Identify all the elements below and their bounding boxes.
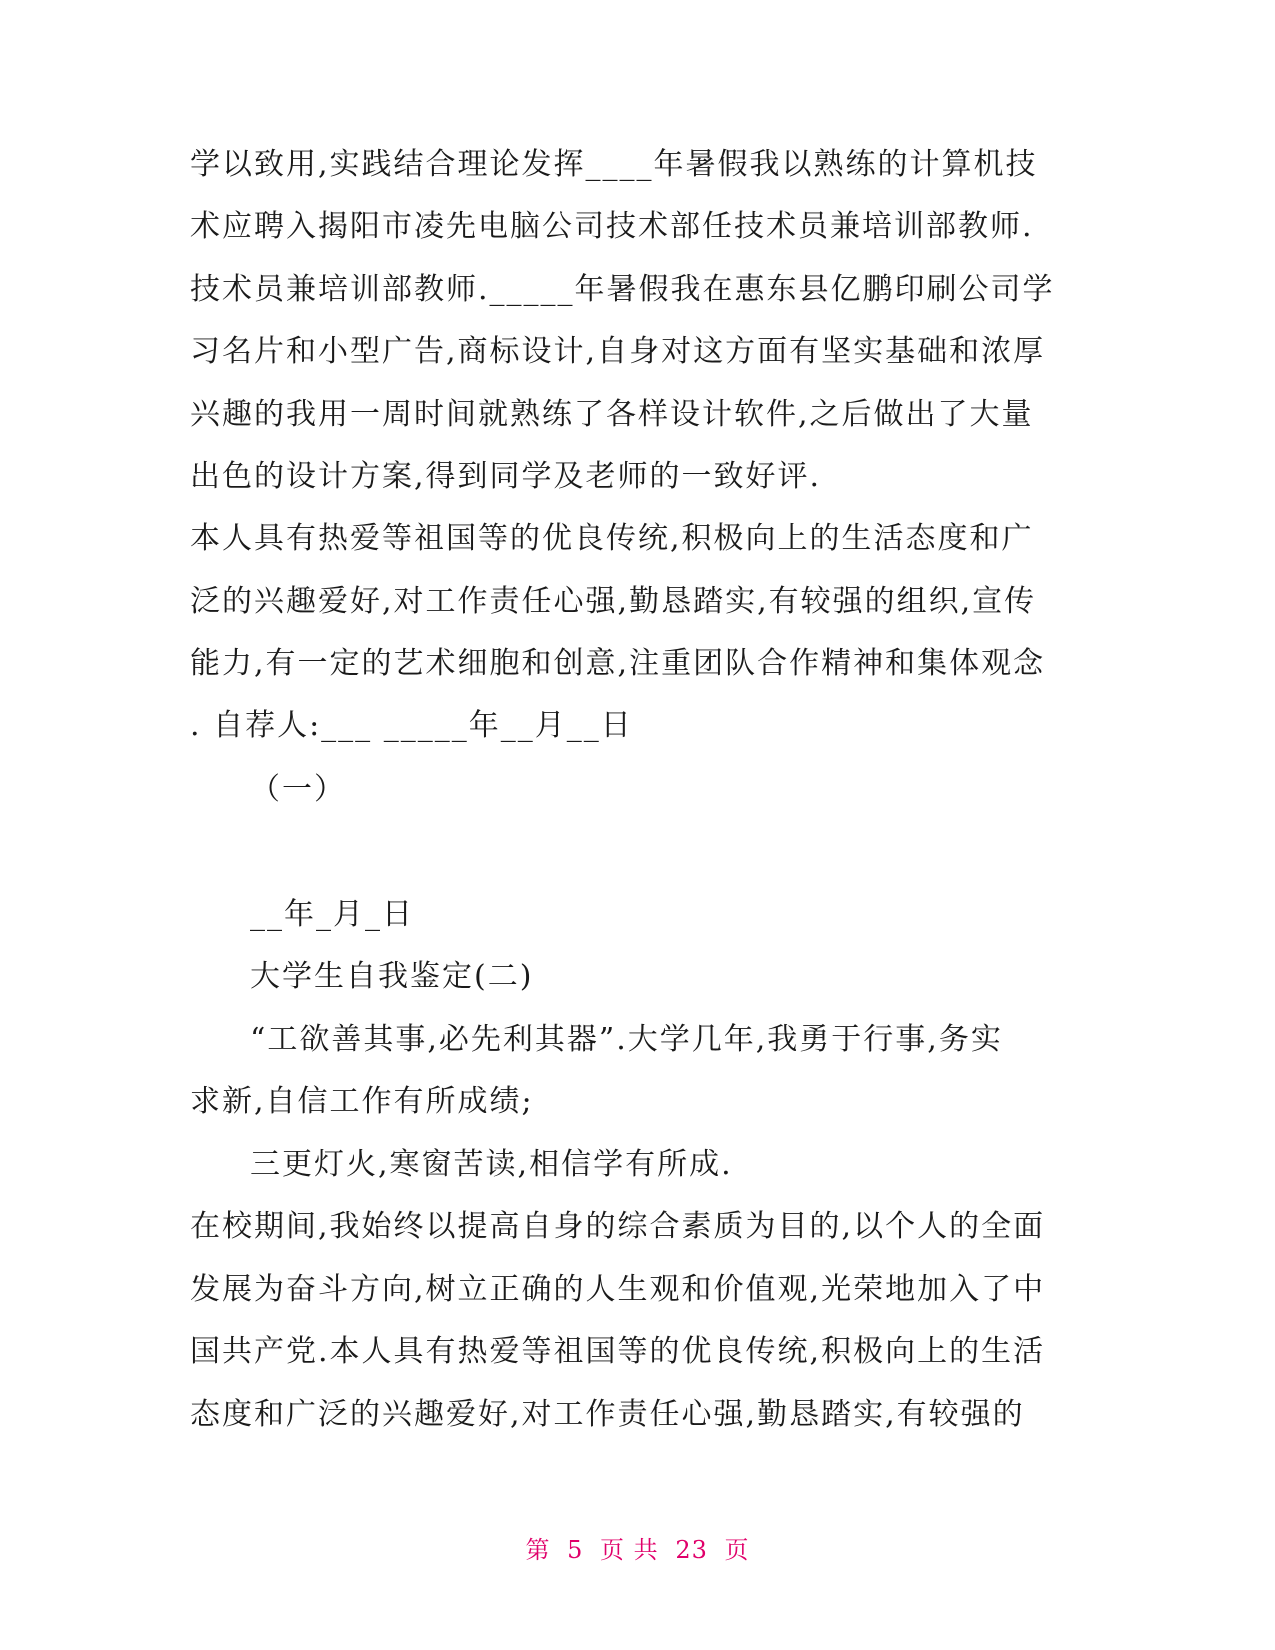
- body-line: 三更灯火,寒窗苦读,相信学有所成.: [250, 1147, 733, 1182]
- body-line: 能力,有一定的艺术细胞和创意,注重团队合作精神和集体观念: [190, 646, 1046, 681]
- body-line: 技术员兼培训部教师._____年暑假我在惠东县亿鹏印刷公司学: [190, 272, 1055, 307]
- body-line: 泛的兴趣爱好,对工作责任心强,勤恳踏实,有较强的组织,宣传: [190, 584, 1037, 619]
- footer-prefix: 第: [525, 1536, 551, 1564]
- body-line: 态度和广泛的兴趣爱好,对工作责任心强,勤恳踏实,有较强的: [190, 1397, 1025, 1432]
- body-line: 习名片和小型广告,商标设计,自身对这方面有坚实基础和浓厚: [190, 334, 1046, 369]
- signature-line: . 自荐人:___ _____年__月__日: [190, 708, 633, 743]
- page-footer: [0, 1530, 1275, 1565]
- body-line: 学以致用,实践结合理论发挥____年暑假我以熟练的计算机技: [190, 147, 1038, 182]
- body-line: 本人具有热爱等祖国等的优良传统,积极向上的生活态度和广: [190, 521, 1034, 556]
- body-line: “工欲善其事,必先利其器”.大学几年,我勇于行事,务实: [250, 1022, 1003, 1057]
- body-line: 国共产党.本人具有热爱等祖国等的优良传统,积极向上的生活: [190, 1334, 1046, 1369]
- footer-total-pages: 23: [675, 1536, 708, 1564]
- body-line: 出色的设计方案,得到同学及老师的一致好评.: [190, 459, 822, 494]
- body-line: 兴趣的我用一周时间就熟练了各样设计软件,之后做出了大量: [190, 397, 1034, 432]
- body-line: 求新,自信工作有所成绩;: [190, 1084, 534, 1119]
- body-line: 术应聘入揭阳市凌先电脑公司技术部任技术员兼培训部教师.: [190, 209, 1034, 244]
- footer-page-number: 5: [567, 1536, 584, 1564]
- section-heading: 大学生自我鉴定(二): [250, 959, 534, 994]
- footer-suffix: 页: [724, 1536, 750, 1564]
- section-marker: （一）: [250, 772, 346, 807]
- body-line: 发展为奋斗方向,树立正确的人生观和价值观,光荣地加入了中: [190, 1272, 1046, 1307]
- date-line: __年_月_日: [250, 897, 414, 932]
- body-line: 在校期间,我始终以提高自身的综合素质为目的,以个人的全面: [190, 1209, 1046, 1244]
- footer-middle: 页 共: [600, 1536, 659, 1564]
